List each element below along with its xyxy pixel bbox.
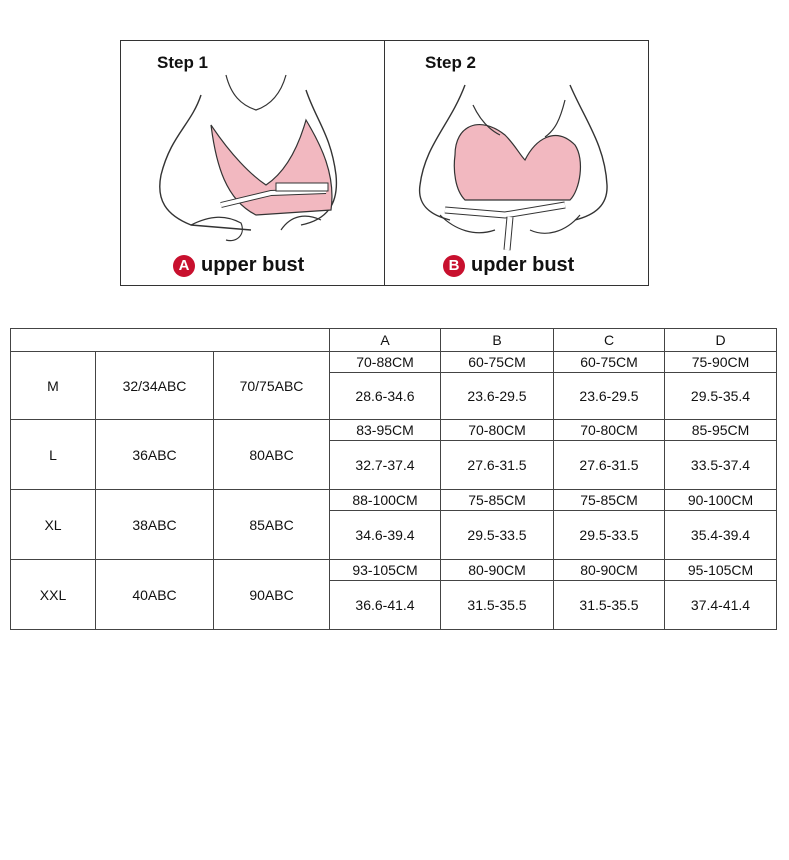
letter-badge: A xyxy=(173,255,195,277)
inch-value: 31.5-35.5 xyxy=(441,581,554,630)
inch-value: 28.6-34.6 xyxy=(330,373,441,420)
cm-value: 80-90CM xyxy=(554,560,665,581)
inch-value: 23.6-29.5 xyxy=(554,373,665,420)
column-header: A xyxy=(330,329,441,352)
step-caption xyxy=(173,254,304,277)
step-caption xyxy=(443,254,574,277)
column-header: D xyxy=(665,329,777,352)
letter-badge: B xyxy=(443,255,465,277)
inch-value: 29.5-35.4 xyxy=(665,373,777,420)
cm-value: 60-75CM xyxy=(441,352,554,373)
cm-value: 85-95CM xyxy=(665,420,777,441)
cm-value: 80-90CM xyxy=(441,560,554,581)
cm-value: 93-105CM xyxy=(330,560,441,581)
inch-value: 27.6-31.5 xyxy=(441,441,554,490)
us-size: 32/34ABC xyxy=(96,352,214,420)
eu-size: 85ABC xyxy=(214,490,330,560)
cm-value: 70-80CM xyxy=(554,420,665,441)
inch-value: 34.6-39.4 xyxy=(330,511,441,560)
table-row xyxy=(11,490,777,511)
header-blank xyxy=(11,329,330,352)
cm-value: 83-95CM xyxy=(330,420,441,441)
us-size: 38ABC xyxy=(96,490,214,560)
column-header: B xyxy=(441,329,554,352)
inch-value: 29.5-33.5 xyxy=(554,511,665,560)
inch-value: 23.6-29.5 xyxy=(441,373,554,420)
inch-value: 33.5-37.4 xyxy=(665,441,777,490)
table-row xyxy=(11,352,777,373)
inch-value: 29.5-33.5 xyxy=(441,511,554,560)
cm-value: 75-90CM xyxy=(665,352,777,373)
column-header: C xyxy=(554,329,665,352)
caption-text: upper bust xyxy=(201,254,305,276)
size-chart-table xyxy=(10,328,777,630)
size-label: XL xyxy=(11,490,96,560)
cm-value: 95-105CM xyxy=(665,560,777,581)
step-title: Step 1 xyxy=(157,53,209,72)
table-row xyxy=(11,420,777,441)
inch-value: 37.4-41.4 xyxy=(665,581,777,630)
eu-size: 70/75ABC xyxy=(214,352,330,420)
inch-value: 27.6-31.5 xyxy=(554,441,665,490)
us-size: 40ABC xyxy=(96,560,214,630)
step-title: Step 2 xyxy=(425,53,477,72)
cm-value: 70-88CM xyxy=(330,352,441,373)
under-bust-measure-figure-icon xyxy=(395,65,625,255)
inch-value: 32.7-37.4 xyxy=(330,441,441,490)
upper-bust-measure-figure-icon xyxy=(131,65,361,255)
step-1 xyxy=(121,41,384,285)
cm-value: 70-80CM xyxy=(441,420,554,441)
size-label: M xyxy=(11,352,96,420)
size-label: L xyxy=(11,420,96,490)
cm-value: 88-100CM xyxy=(330,490,441,511)
table-row xyxy=(11,560,777,581)
eu-size: 90ABC xyxy=(214,560,330,630)
cm-value: 60-75CM xyxy=(554,352,665,373)
inch-value: 36.6-41.4 xyxy=(330,581,441,630)
step-2 xyxy=(384,41,648,285)
cm-value: 90-100CM xyxy=(665,490,777,511)
caption-text: upder bust xyxy=(471,254,575,276)
inch-value: 35.4-39.4 xyxy=(665,511,777,560)
table-header-row xyxy=(11,329,777,352)
size-label: XXL xyxy=(11,560,96,630)
us-size: 36ABC xyxy=(96,420,214,490)
inch-value: 31.5-35.5 xyxy=(554,581,665,630)
cm-value: 75-85CM xyxy=(441,490,554,511)
cm-value: 75-85CM xyxy=(554,490,665,511)
eu-size: 80ABC xyxy=(214,420,330,490)
measurement-steps-panel xyxy=(120,40,649,286)
